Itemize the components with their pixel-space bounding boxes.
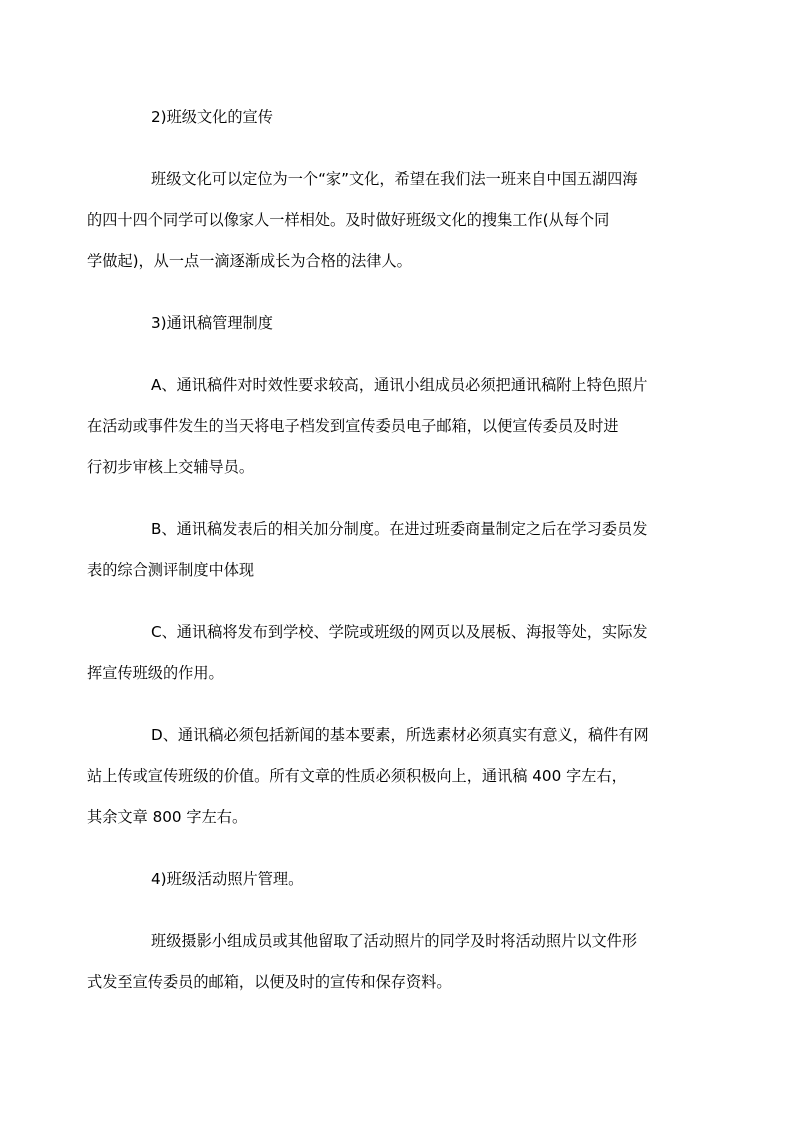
text-line: 其余文章 800 字左右。 [87, 808, 248, 826]
text-line: 站上传或宣传班级的价值。所有文章的性质必须积极向上，通讯稿 400 字左右， [87, 767, 627, 785]
text-line: 班级摄影小组成员或其他留取了活动照片的同学及时将活动照片以文件形 [151, 932, 637, 950]
text-line: 学做起)，从一点一滴逐渐成长为合格的法律人。 [87, 252, 412, 270]
text-line: 2)班级文化的宣传 [151, 108, 273, 126]
text-line: 的四十四个同学可以像家人一样相处。及时做好班级文化的搜集工作(从每个同 [87, 211, 610, 229]
text-line: B、通讯稿发表后的相关加分制度。在进过班委商量制定之后在学习委员发 [151, 520, 648, 538]
paragraph-rule-a [87, 365, 677, 488]
paragraph-rule-c [87, 612, 677, 694]
text-line: 挥宣传班级的作用。 [87, 664, 224, 682]
text-line: 在活动或事件发生的当天将电子档发到宣传委员电子邮箱，以便宣传委员及时进 [87, 417, 619, 435]
text-line: 表的综合测评制度中体现 [87, 561, 255, 579]
paragraph-photo-management [87, 921, 677, 1003]
text-line: A、通讯稿件对时效性要求较高，通讯小组成员必须把通讯稿附上特色照片 [151, 376, 648, 394]
paragraph-rule-d [87, 715, 677, 838]
heading-class-culture-promotion [119, 97, 677, 138]
heading-activity-photos [119, 859, 677, 900]
text-line: 行初步审核上交辅导员。 [87, 458, 255, 476]
heading-newsletter-management [119, 303, 677, 344]
text-line: 4)班级活动照片管理。 [151, 870, 304, 888]
text-line: 班级文化可以定位为一个“家”文化，希望在我们法一班来自中国五湖四海 [151, 170, 638, 188]
paragraph-rule-b [87, 509, 677, 591]
text-line: 3)通讯稿管理制度 [151, 314, 273, 332]
text-line: 式发至宣传委员的邮箱，以便及时的宣传和保存资料。 [87, 973, 452, 991]
text-line: C、通讯稿将发布到学校、学院或班级的网页以及展板、海报等处，实际发 [151, 623, 648, 641]
text-line: D、通讯稿必须包括新闻的基本要素，所选素材必须真实有意义，稿件有网 [151, 726, 649, 744]
paragraph-class-culture [87, 159, 677, 282]
